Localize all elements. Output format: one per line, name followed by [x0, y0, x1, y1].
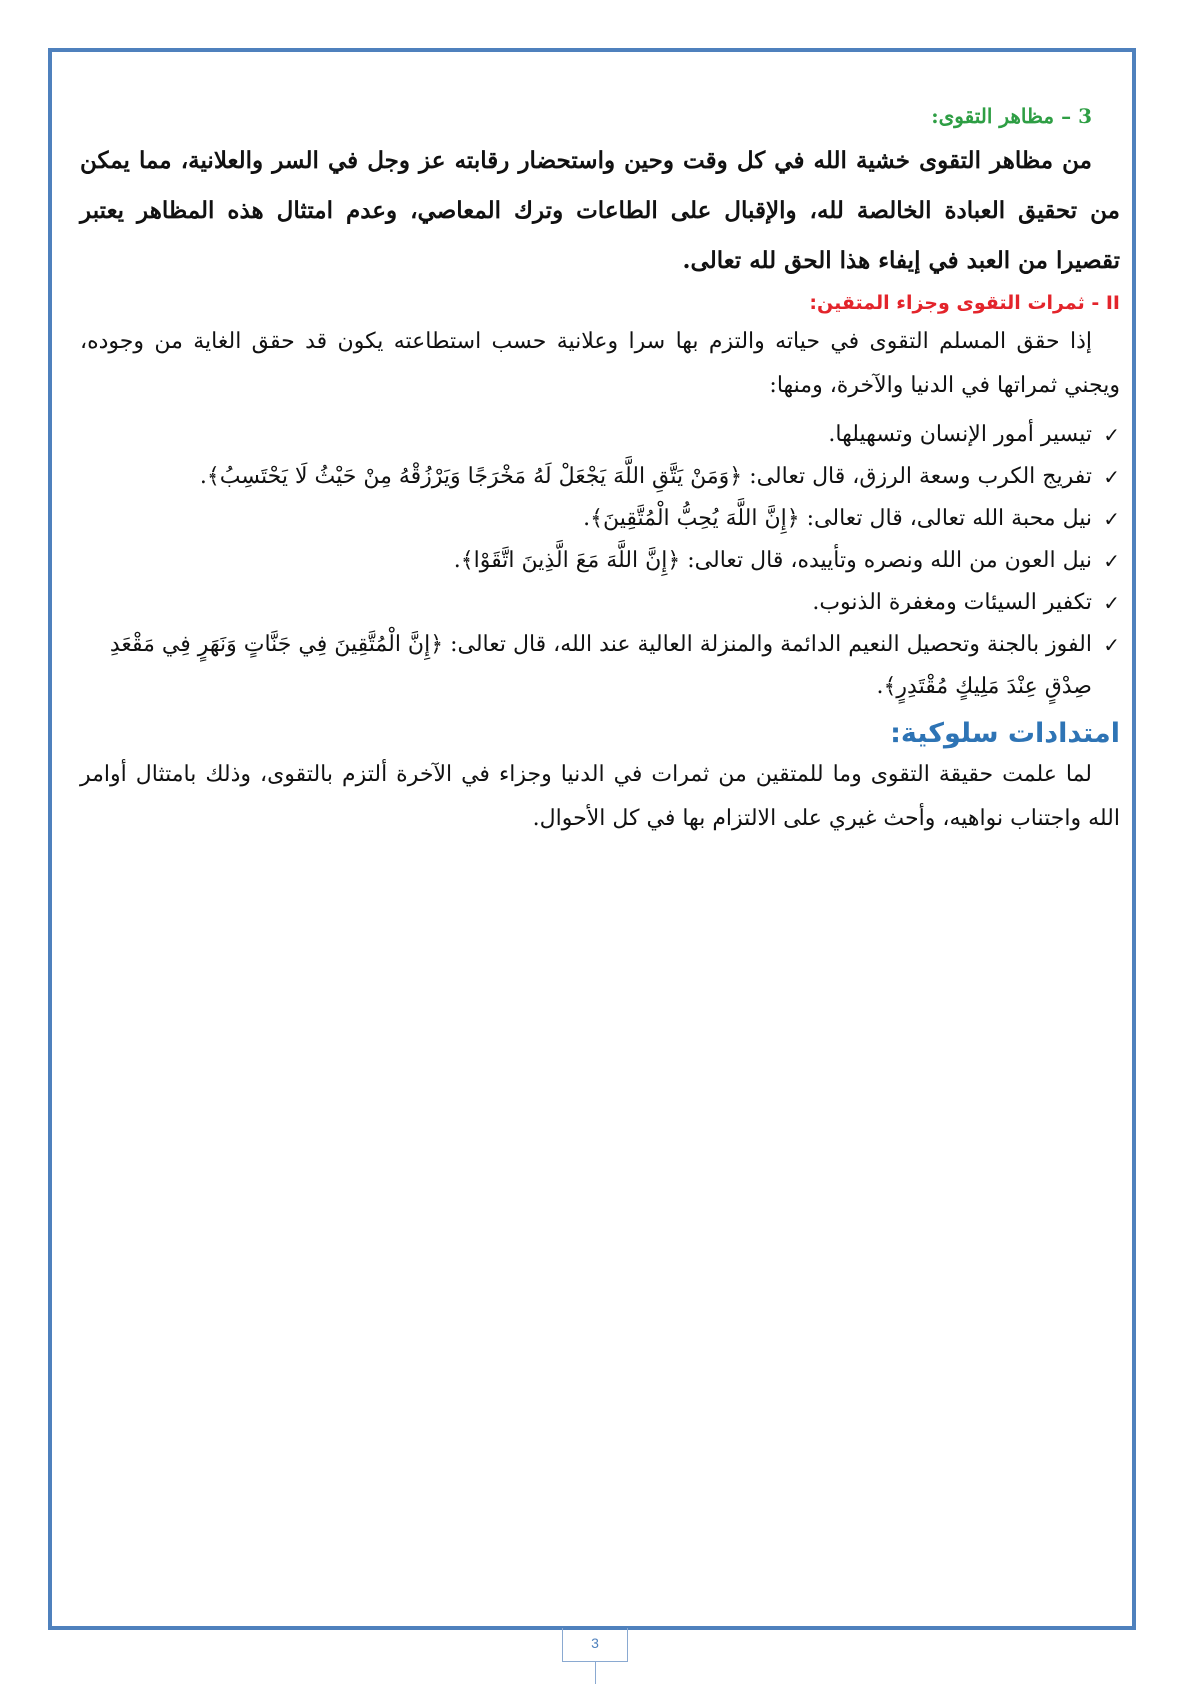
list-item-text: نيل العون من الله ونصره وتأييده، قال تعالى: ﴿إِنَّ اللَّهَ مَعَ الَّذِينَ اتَّقَوْا﴾. — [453, 548, 1092, 573]
section-2-intro-text: إذا حقق المسلم التقوى في حياته والتزم بها سرا وعلانية حسب استطاعته يكون قد حقق الغاية من وجوده، ويجني ثمراتها في الدنيا والآخرة، ومنها: — [80, 329, 1120, 398]
list-item-text: تفريج الكرب وسعة الرزق، قال تعالى: ﴿وَمَنْ يَتَّقِ اللَّهَ يَجْعَلْ لَهُ مَخْرَجًا وَيَرْزُقْهُ مِنْ حَيْثُ لَا يَحْتَسِبُ﴾. — [199, 464, 1092, 489]
extensions-text: لما علمت حقيقة التقوى وما للمتقين من ثمرات في الدنيا وجزاء في الآخرة ألتزم بالتقوى، وذلك بامتثال أوامر الله واجتناب نواهيه، وأحث غيري على الالتزام بها في كل الأحوال. — [80, 762, 1120, 831]
list-item-text: تكفير السيئات ومغفرة الذنوب. — [812, 590, 1092, 615]
section-3-paragraph — [80, 136, 1120, 286]
fruits-list — [80, 414, 1120, 708]
list-item-text: تيسير أمور الإنسان وتسهيلها. — [828, 422, 1092, 447]
check-icon: ✓ — [1103, 507, 1120, 531]
extensions-paragraph — [80, 753, 1120, 841]
list-item — [80, 624, 1120, 708]
check-icon: ✓ — [1103, 549, 1120, 573]
list-item — [80, 582, 1120, 624]
check-icon: ✓ — [1103, 591, 1120, 615]
section-3-text: من مظاهر التقوى خشية الله في كل وقت وحين واستحضار رقابته عز وجل في السر والعلانية، مما يمكن من تحقيق العبادة الخالصة لله، والإقبال على الطاعات وترك المعاصي، وعدم امتثال هذه المظاهر يعتبر تقصيرا من العبد في إيفاء هذا الحق لله تعالى. — [80, 147, 1120, 274]
list-item — [80, 414, 1120, 456]
section-2-heading: II - ثمرات التقوى وجزاء المتقين: — [809, 292, 1120, 314]
check-icon: ✓ — [1103, 423, 1120, 447]
list-item — [80, 456, 1120, 498]
check-icon: ✓ — [1103, 633, 1120, 657]
page-number-tick — [595, 1662, 596, 1684]
list-item-text: نيل محبة الله تعالى، قال تعالى: ﴿إِنَّ اللَّهَ يُحِبُّ الْمُتَّقِينَ﴾. — [583, 506, 1092, 531]
list-item — [80, 498, 1120, 540]
list-item-text: الفوز بالجنة وتحصيل النعيم الدائمة والمنزلة العالية عند الله، قال تعالى: ﴿إِنَّ الْمُتَّقِينَ فِي جَنَّاتٍ وَنَهَرٍ فِي مَقْعَدِ صِدْقٍ عِنْدَ مَلِيكٍ مُقْتَدِرٍ﴾. — [109, 632, 1092, 699]
page-content — [80, 104, 1120, 841]
list-item — [80, 540, 1120, 582]
page-number: 3 — [562, 1628, 628, 1662]
section-3-heading: 3 – مظاهر التقوى: — [931, 104, 1092, 128]
extensions-heading: امتدادات سلوكية: — [890, 718, 1120, 749]
check-icon: ✓ — [1103, 465, 1120, 489]
section-2-intro — [80, 320, 1120, 408]
